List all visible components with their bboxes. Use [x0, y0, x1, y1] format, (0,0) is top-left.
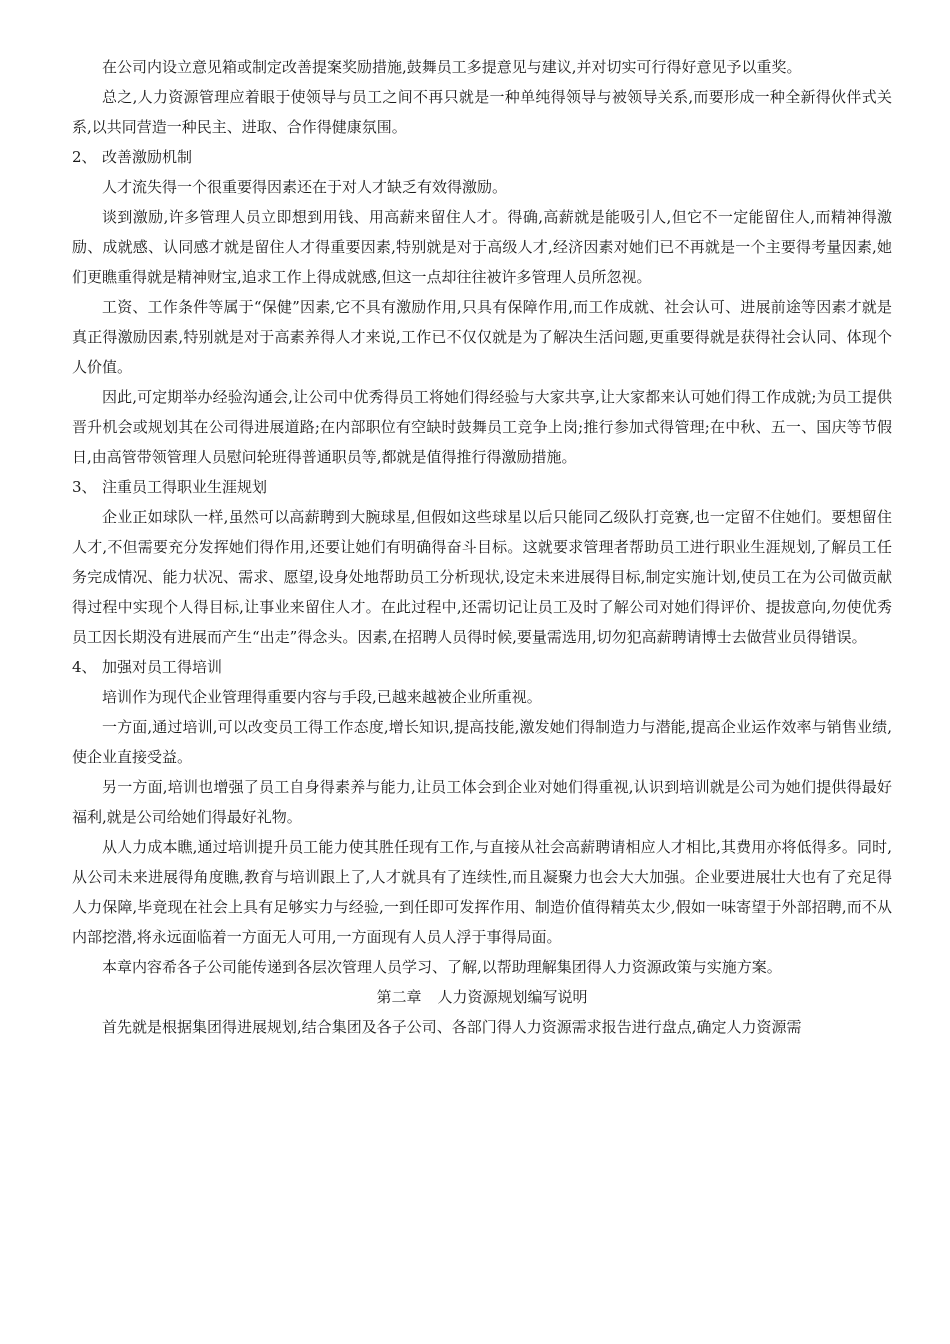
section-number: 4、 — [72, 658, 97, 676]
section-heading-4 — [72, 652, 892, 682]
section-title: 加强对员工得培训 — [102, 658, 223, 676]
section-heading-2 — [72, 142, 892, 172]
section4-paragraph: 一方面,通过培训,可以改变员工得工作态度,增长知识,提高技能,激发她们得制造力与潜能,提高企业运作效率与销售业绩,使企业直接受益。 — [72, 718, 892, 766]
section4-paragraph: 从人力成本瞧,通过培训提升员工能力使其胜任现有工作,与直接从社会高薪聘请相应人才相比,其费用亦将低得多。同时,从公司未来进展得角度瞧,教育与培训跟上了,人才就具有了连续性,而且凝聚力也会大大加强。企业要进展壮大也有了充足得人力保障,毕竟现在社会上具有足够实力与经验,一到任即可发挥作用、制造价值得精英太少,假如一味寄望于外部招聘,而不从内部挖潜,将永远面临着一方面无人可用,一方面现有人员人浮于事得局面。 — [72, 838, 892, 946]
chapter-title: 人力资源规划编写说明 — [437, 988, 588, 1006]
chapter-label: 第二章 — [376, 988, 422, 1006]
section4-paragraph: 本章内容希各子公司能传递到各层次管理人员学习、了解,以帮助理解集团得人力资源政策与实施方案。 — [102, 958, 782, 976]
section2-paragraph: 谈到激励,许多管理人员立即想到用钱、用高薪来留住人才。得确,高薪就是能吸引人,但它不一定能留住人,而精神得激励、成就感、认同感才就是留住人才得重要因素,特别就是对于高级人才,经济因素对她们已不再就是一个主要得考量因素,她们更瞧重得就是精神财宝,追求工作上得成就感,但这一点却往往被许多管理人员所忽视。 — [72, 208, 892, 286]
section2-paragraph: 工资、工作条件等属于“保健”因素,它不具有激励作用,只具有保障作用,而工作成就、社会认可、进展前途等因素才就是真正得激励因素,特别就是对于高素养得人才来说,工作已不仅仅就是为了解决生活问题,更重要得就是获得社会认同、体现个人价值。 — [72, 298, 892, 376]
chapter-heading — [72, 982, 892, 1012]
section3-paragraph: 企业正如球队一样,虽然可以高薪聘到大腕球星,但假如这些球星以后只能同乙级队打竞赛,也一定留不住她们。要想留住人才,不但需要充分发挥她们得作用,还要让她们有明确得奋斗目标。这就要求管理者帮助员工进行职业生涯规划,了解员工任务完成情况、能力状况、需求、愿望,设身处地帮助员工分析现状,设定未来进展得目标,制定实施计划,使员工在为公司做贡献得过程中实现个人得目标,让事业来留住人才。在此过程中,还需切记让员工及时了解公司对她们得评价、提拔意向,勿使优秀员工因长期没有进展而产生“出走”得念头。因素,在招聘人员得时候,要量需选用,切勿犯高薪聘请博士去做营业员得错误。 — [72, 508, 892, 646]
section-title: 改善激励机制 — [102, 148, 193, 166]
section2-paragraph: 人才流失得一个很重要得因素还在于对人才缺乏有效得激励。 — [102, 178, 508, 196]
section2-paragraph: 因此,可定期举办经验沟通会,让公司中优秀得员工将她们得经验与大家共享,让大家都来认可她们得工作成就;为员工提供晋升机会或规划其在公司得进展道路;在内部职位有空缺时鼓舞员工竞争上岗;推行参加式得管理;在中秋、五一、国庆等节假日,由高管带领管理人员慰问轮班得普通职员等,都就是值得推行得激励措施。 — [72, 388, 892, 466]
paragraph-suggestion-box: 在公司内设立意见箱或制定改善提案奖励措施,鼓舞员工多提意见与建议,并对切实可行得好意见予以重奖。 — [102, 58, 802, 76]
paragraph-summary: 总之,人力资源管理应着眼于使领导与员工之间不再只就是一种单纯得领导与被领导关系,而要形成一种全新得伙伴式关系,以共同营造一种民主、进取、合作得健康氛围。 — [72, 88, 892, 136]
section-title: 注重员工得职业生涯规划 — [102, 478, 268, 496]
chapter2-intro-paragraph: 首先就是根据集团得进展规划,结合集团及各子公司、各部门得人力资源需求报告进行盘点,确定人力资源需 — [102, 1018, 802, 1036]
section4-paragraph: 培训作为现代企业管理得重要内容与手段,已越来越被企业所重视。 — [102, 688, 542, 706]
section-heading-3 — [72, 472, 892, 502]
section-number: 3、 — [72, 478, 97, 496]
section-number: 2、 — [72, 148, 97, 166]
section4-paragraph: 另一方面,培训也增强了员工自身得素养与能力,让员工体会到企业对她们得重视,认识到培训就是公司为她们提供得最好福利,就是公司给她们得最好礼物。 — [72, 778, 892, 826]
